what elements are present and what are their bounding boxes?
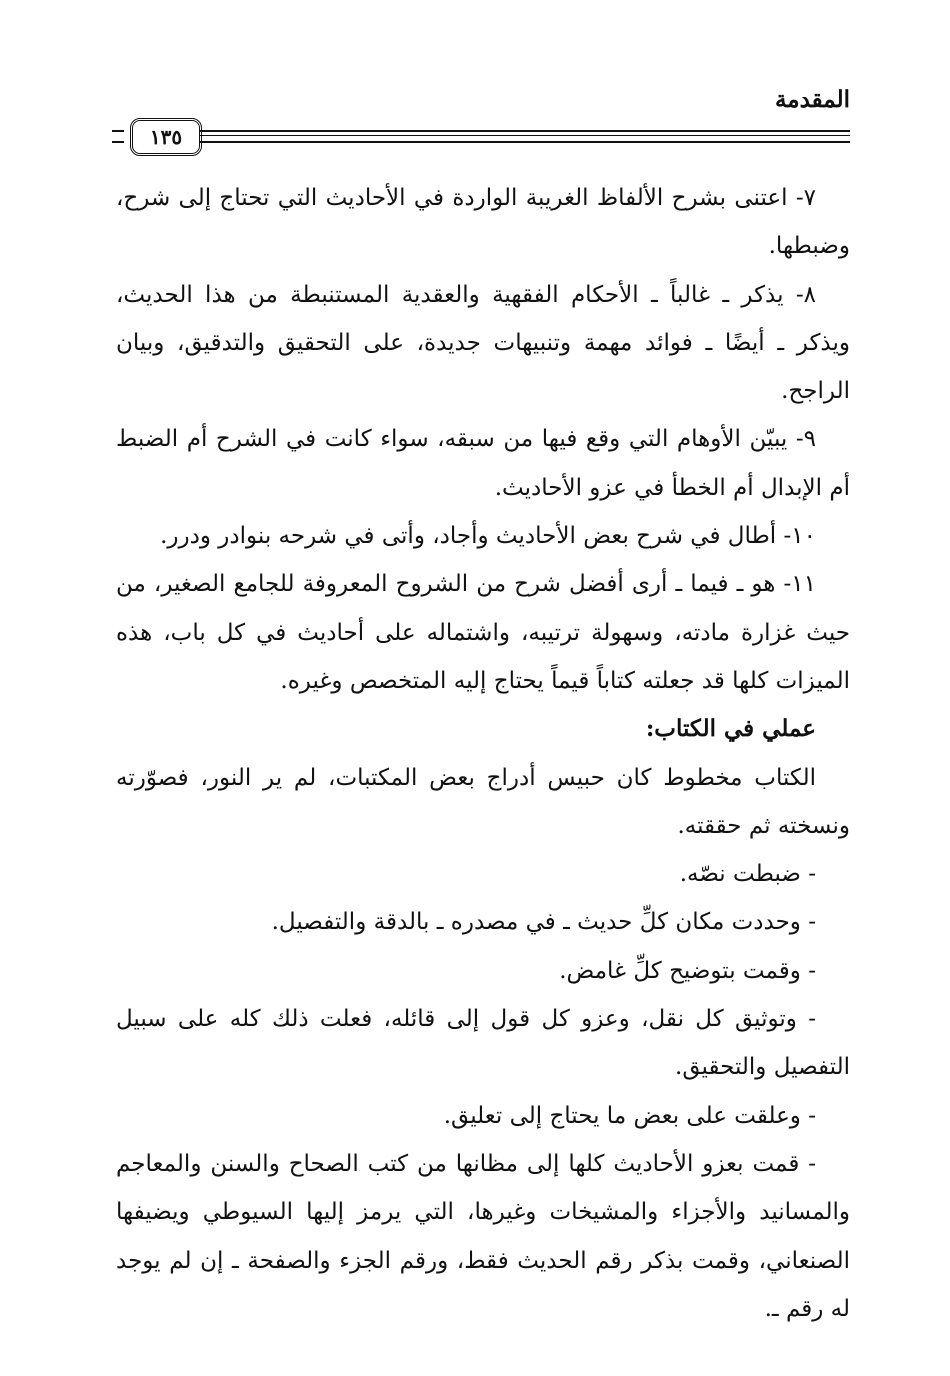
list-item-hadith-location: - وحددت مكان كلِّ حديث ـ في مصدره ـ بالدقة والتفصيل. [271, 909, 816, 936]
list-item-commentary: - وعلقت على بعض ما يحتاج إلى تعليق. [443, 1102, 816, 1129]
paragraph-11: ١١- هو ـ فيما ـ أرى أفضل شرح من الشروح المعروفة للجامع الصغير، من حيث غزارة مادته، وسهولة ترتيبه، واشتماله على أحاديث في كل باب، هذه الميزات كلها قد جعلته كتاباً قيماً يحتاج إليه المتخصص وغيره. [116, 571, 850, 694]
page-body [116, 174, 850, 1333]
paragraph-7: ٧- اعتنى بشرح الألفاظ الغريبة الواردة في الأحاديث التي تحتاج إلى شرح، وضبطها. [116, 185, 850, 260]
page-number: ١٣٥ [130, 118, 202, 156]
paragraph-8: ٨- يذكر ـ غالباً ـ الأحكام الفقهية والعقدية المستنبطة من هذا الحديث، ويذكر ـ أيضًا ـ فوائد مهمة وتنبيهات جديدة، على التحقيق والتدقيق، وبيان الراجح. [116, 281, 850, 405]
list-item-text-correction: - ضبطت نصّه. [679, 861, 816, 888]
paragraph-9: ٩- يبيّن الأوهام التي وقع فيها من سبقه، سواء كانت في الشرح أم الضبط أم الإبدال أم الخطأ في عزو الأحاديث. [116, 426, 850, 501]
list-item-clarification: - وقمت بتوضيح كلِّ غامض. [559, 957, 816, 984]
paragraph-work-intro: الكتاب مخطوط كان حبيس أدراج بعض المكتبات، لم ير النور، فصوّرته ونسخته ثم حققته. [116, 764, 850, 839]
list-item-documentation: - وتوثيق كل نقل، وعزو كل قول إلى قائله، فعلت ذلك كله على سبيل التفصيل والتحقيق. [116, 1006, 850, 1081]
list-item-attribution: - قمت بعزو الأحاديث كلها إلى مظانها من كتب الصحاح والسنن والمعاجم والمسانيد والأجزاء والمشيخات وغيرها، التي يرمز إليها السيوطي ويضيفها الصنعاني، وقمت بذكر رقم الحديث فقط، ورقم الجزء والصفحة ـ إن لم يوجد له رقم ـ. [116, 1150, 850, 1322]
section-heading: عملي في الكتاب: [645, 715, 816, 743]
header-double-rule [200, 130, 850, 143]
header-rule-end [112, 130, 124, 143]
running-title: المقدمة [774, 86, 850, 113]
paragraph-10: ١٠- أطال في شرح بعض الأحاديث وأجاد، وأتى في شرحه بنوادر ودرر. [160, 523, 816, 550]
header-rule [112, 116, 850, 156]
